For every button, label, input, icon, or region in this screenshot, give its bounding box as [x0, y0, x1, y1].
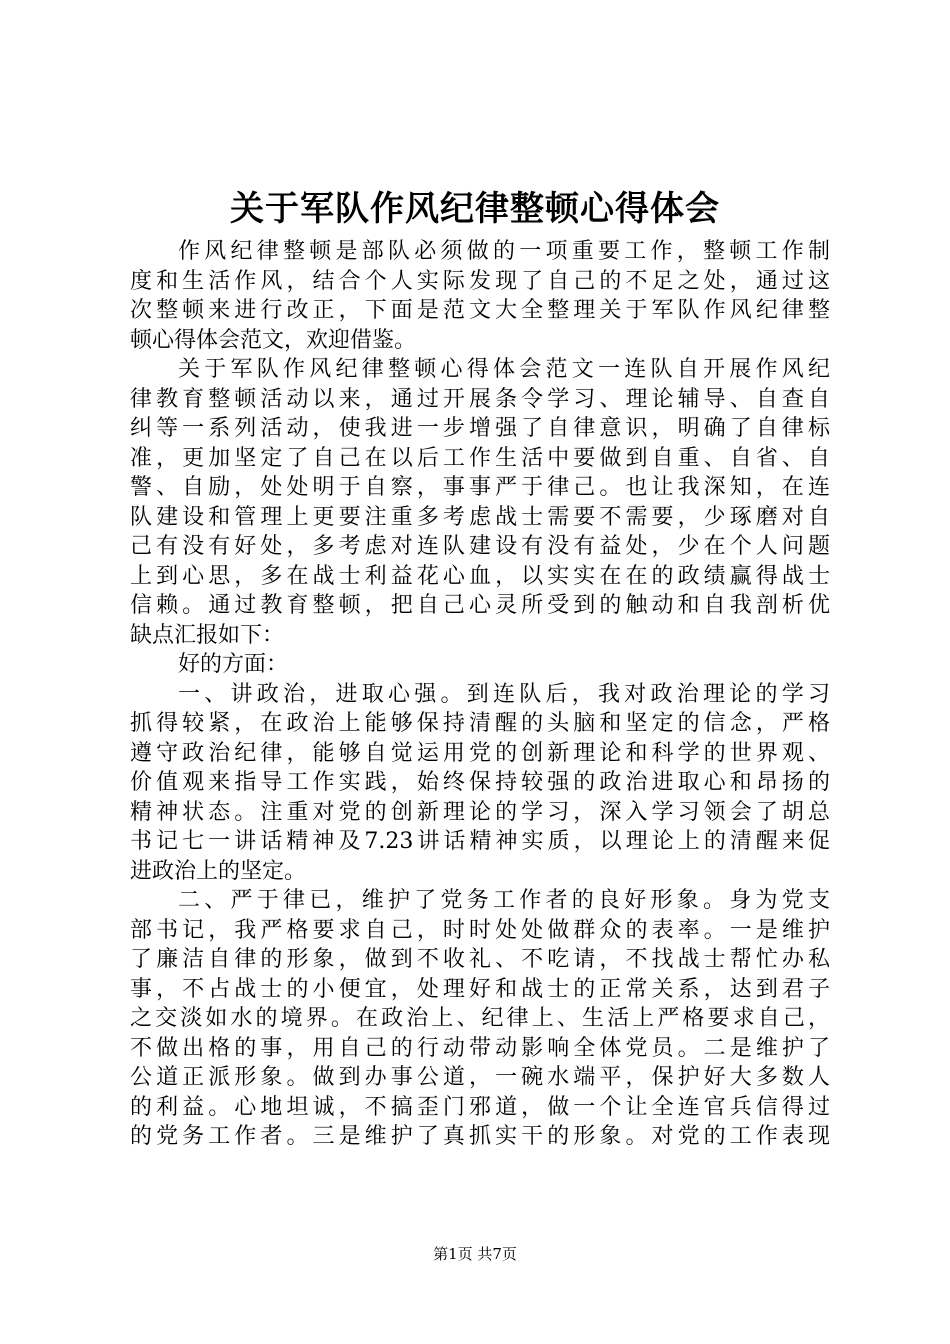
text-line: 遵守政治纪律，能够自觉运用党的创新理论和科学的世界观、: [130, 740, 830, 766]
text-line: 警、自励，处处明于自察，事事严于律己。也让我深知，在连: [130, 475, 830, 500]
text-line: 准，更加坚定了自己在以后工作生活中要做到自重、自省、自: [130, 445, 830, 471]
text-line: 好的方面：: [178, 652, 289, 677]
text-line: 书记七一讲话精神及7.23讲话精神实质，以理论上的清醒来促: [130, 829, 830, 854]
text-line: 作风纪律整顿是部队必须做的一项重要工作，整顿工作制: [178, 239, 830, 264]
text-line: 公道正派形象。做到办事公道，一碗水端平，保护好大多数人: [130, 1065, 830, 1090]
text-line: 上到心思，多在战士利益花心血，以实实在在的政绩赢得战士: [130, 563, 830, 589]
text-line: 关于军队作风纪律整顿心得体会范文一连队自开展作风纪: [178, 357, 830, 382]
text-line: 一、讲政治，进取心强。到连队后，我对政治理论的学习: [178, 681, 830, 707]
text-line: 队建设和管理上更要注重多考虑战士需要不需要，少琢磨对自: [130, 504, 830, 530]
text-line: 缺点汇报如下：: [130, 622, 285, 648]
text-line: 事，不占战士的小便宜，处理好和战士的正常关系，达到君子: [130, 976, 830, 1002]
text-line: 之交淡如水的境界。在政治上、纪律上、生活上严格要求自己，: [130, 1006, 830, 1031]
text-line: 的党务工作者。三是维护了真抓实干的形象。对党的工作表现: [130, 1124, 830, 1149]
text-line: 精神状态。注重对党的创新理论的学习，深入学习领会了胡总: [130, 799, 830, 825]
text-line: 纠等一系列活动，使我进一步增强了自律意识，明确了自律标: [130, 416, 830, 441]
document-title: 关于军队作风纪律整顿心得体会: [230, 189, 720, 229]
text-line: 了廉洁自律的形象，做到不收礼、不吃请，不找战士帮忙办私: [130, 947, 830, 972]
text-line: 价值观来指导工作实践，始终保持较强的政治进取心和昂扬的: [130, 770, 830, 795]
text-line: 度和生活作风，结合个人实际发现了自己的不足之处，通过这: [130, 268, 830, 294]
text-line: 不做出格的事，用自己的行动带动影响全体党员。二是维护了: [130, 1035, 830, 1061]
text-line: 律教育整顿活动以来，通过开展条令学习、理论辅导、自查自: [130, 386, 830, 412]
text-line: 进政治上的坚定。: [130, 858, 307, 884]
text-line: 顿心得体会范文，欢迎借鉴。: [130, 327, 417, 353]
document-body: [130, 237, 830, 1152]
text-line: 己有没有好处，多考虑对连队建设有没有益处，少在个人问题: [130, 534, 830, 559]
text-line: 二、严于律已，维护了党务工作者的良好形象。身为党支: [178, 888, 830, 913]
text-line: 次整顿来进行改正，下面是范文大全整理关于军队作风纪律整: [130, 298, 830, 323]
text-line: 的利益。心地坦诚，不搞歪门邪道，做一个让全连官兵信得过: [130, 1094, 830, 1120]
page-number-footer: 第1页 共7页: [433, 1245, 517, 1263]
text-line: 部书记，我严格要求自己，时时处处做群众的表率。一是维护: [130, 917, 830, 943]
text-line: 信赖。通过教育整顿，把自己心灵所受到的触动和自我剖析优: [130, 593, 830, 618]
text-line: 抓得较紧，在政治上能够保持清醒的头脑和坚定的信念，严格: [130, 711, 830, 736]
